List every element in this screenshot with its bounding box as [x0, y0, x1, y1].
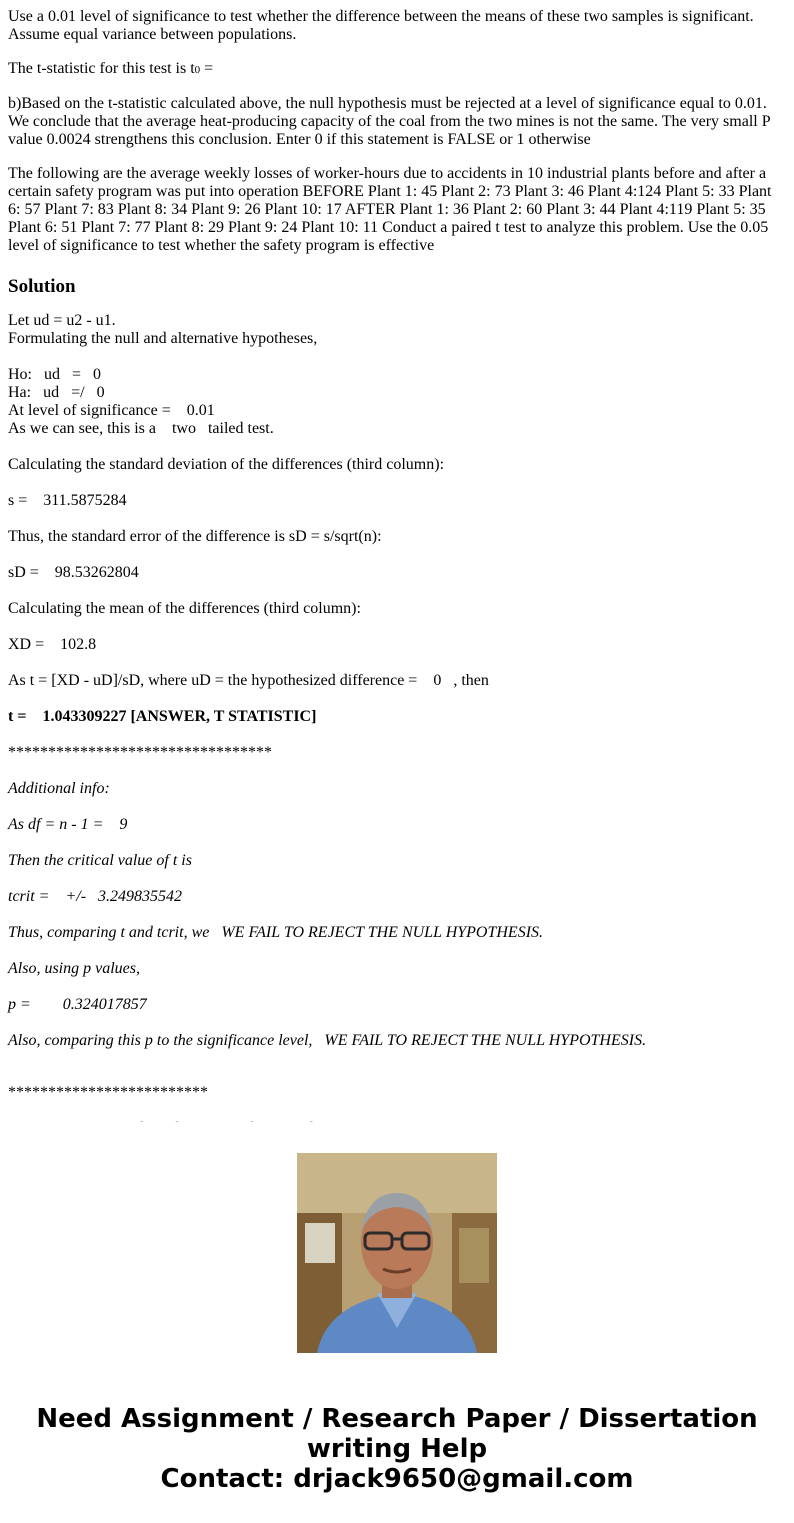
sd-value: sD = 98.53262804 [8, 564, 139, 581]
promo-footer [0, 1122, 794, 1523]
calc-sd-line: Calculating the standard deviation of the differences (third column): [8, 456, 445, 473]
hypotheses-block [8, 312, 786, 438]
t-formula: As t = [XD - uD]/sD, where uD = the hypothesized difference = 0 , then [8, 672, 489, 689]
question-part-b: b)Based on the t-statistic calculated above, the null hypothesis must be rejected at a level of significance equal to 0.01. We conclude that the average heat-producing capacity of the coal from the two mines is not the same. The very small P value 0.0024 strengthens this conclusion. Enter 0 if this statement is FALSE or 1 otherwise [8, 95, 771, 148]
p-value: p = 0.324017857 [8, 996, 147, 1013]
se-text: Thus, the standard error of the difference is sD = s/sqrt(n): [8, 528, 382, 545]
solution-heading: Solution [8, 276, 76, 297]
t-prompt-subscript: 0 [194, 64, 201, 76]
tails-line: As we can see, this is a two tailed test. [8, 420, 274, 437]
xd-value: XD = 102.8 [8, 636, 97, 653]
t-prompt-suffix: = [200, 60, 214, 77]
t-statistic-prompt [8, 60, 786, 79]
cta-line-1: Need Assignment / Research Paper / Dissertation [36, 1404, 758, 1434]
cta-line-2: writing Help [306, 1434, 488, 1464]
compare-tcrit: Thus, comparing t and tcrit, we WE FAIL TO REJECT THE NULL HYPOTHESIS. [8, 924, 544, 941]
significance-level: At level of significance = 0.01 [8, 402, 215, 419]
question-intro: Use a 0.01 level of significance to test whether the difference between the means of these two samples is significant. Assume equal variance between populations. [8, 8, 754, 43]
p-values-line: Also, using p values, [8, 960, 140, 977]
alt-hypothesis: Ha: ud =/ 0 [8, 384, 105, 401]
s-value: s = 311.5875284 [8, 492, 127, 509]
additional-info: Additional info: [8, 780, 110, 797]
null-hypothesis: Ho: ud = 0 [8, 366, 102, 383]
compare-p: Also, comparing this p to the significance level, WE FAIL TO REJECT THE NULL HYPOTHESIS. [8, 1032, 647, 1049]
crit-text: Then the critical value of t is [8, 852, 192, 869]
df-line: As df = n - 1 = 9 [8, 816, 128, 833]
calc-mean-line: Calculating the mean of the differences (third column): [8, 600, 361, 617]
question-paired-test: The following are the average weekly losses of worker-hours due to accidents in 10 industrial plants before and after a certain safety program was put into operation BEFORE Plant 1: 45 Plant 2: 73 Plant 3: 46 Plant 4:124 Plant 5: 33 Plant 6: 57 Plant 7: 83 Plant 8: 34 Plant 9: 26 Plant 10: 17 AFTER Plant 1: 36 Plant 2: 60 Plant 3: 44 Plant 4:119 Plant 5: 35 Plant 6: 51 Plant 7: 77 Plant 8: 29 Plant 9: 24 Plant 10: 11 Conduct a paired t test to analyze this problem. Use the 0.05 level of significance to test whether the safety program is effective [8, 165, 772, 254]
document-body [8, 0, 786, 1122]
stars-divider-1: ********************************* [8, 744, 272, 761]
let-line: Let ud = u2 - u1. [8, 312, 116, 329]
t-prompt-prefix: The t-statistic for this test is t [8, 60, 195, 77]
blank-line [8, 348, 786, 366]
contact-email: Contact: drjack9650@gmail.com [160, 1464, 634, 1494]
tcrit-value: tcrit = +/- 3.249835542 [8, 888, 183, 905]
contact-banner [0, 1404, 794, 1494]
formulating-line: Formulating the null and alternative hypotheses, [8, 330, 318, 347]
blank-line [8, 1068, 786, 1084]
author-portrait [297, 1153, 497, 1353]
author-avatar [297, 1153, 497, 1353]
stars-divider-2: ************************* [8, 1084, 208, 1101]
t-answer: t = 1.043309227 [ANSWER, T STATISTIC] [8, 708, 317, 725]
